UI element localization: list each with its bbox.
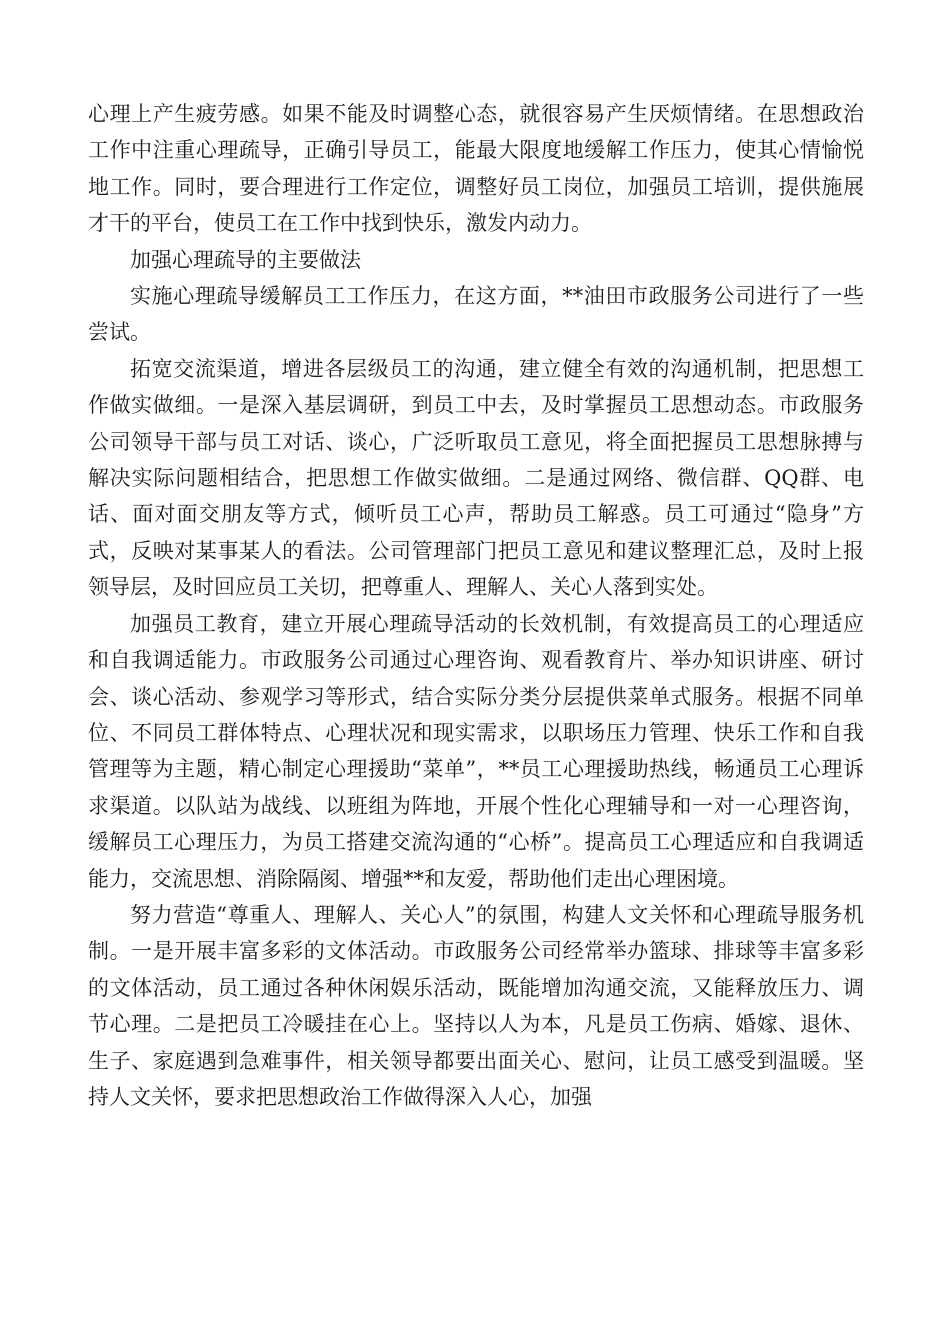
paragraph-care: 努力营造“尊重人、理解人、关心人”的氛围，构建人文关怀和心理疏导服务机制。一是开展丰富多彩的文体活动。市政服务公司经常举办篮球、排球等丰富多彩的文体活动，员工通过各种休闲娱乐活动，既能增加沟通交流，又能释放压力、调节心理。二是把员工冷暖挂在心上。坚持以人为本，凡是员工伤病、婚嫁、退休、生子、家庭遇到急难事件，相关领导都要出面关心、慰问，让员工感受到温暖。坚持人文关怀，要求把思想政治工作做得深入人心，加强	[88, 902, 864, 1109]
paragraph-intro: 实施心理疏导缓解员工工作压力，在这方面，**油田市政服务公司进行了一些尝试。	[88, 284, 864, 345]
section-heading: 加强心理疏导的主要做法	[130, 247, 361, 272]
paragraph-education: 加强员工教育，建立开展心理疏导活动的长效机制，有效提高员工的心理适应和自我调适能力。市政服务公司通过心理咨询、观看教育片、举办知识讲座、研讨会、谈心活动、参观学习等形式，结合实际分类分层提供菜单式服务。根据不同单位、不同员工群体特点、心理状况和现实需求，以职场压力管理、快乐工作和自我管理等为主题，精心制定心理援助“菜单”，**员工心理援助热线，畅通员工心理诉求渠道。以队站为战线、以班组为阵地，开展个性化心理辅导和一对一心理咨询，缓解员工心理压力，为员工搭建交流沟通的“心桥”。提高员工心理适应和自我调适能力，交流思想、消除隔阂、增强**和友爱，帮助他们走出心理困境。	[88, 611, 864, 891]
paragraph-continuation: 心理上产生疲劳感。如果不能及时调整心态，就很容易产生厌烦情绪。在思想政治工作中注重心理疏导，正确引导员工，能最大限度地缓解工作压力，使其心情愉悦地工作。同时，要合理进行工作定位，调整好员工岗位，加强员工培训，提供施展才干的平台，使员工在工作中找到快乐，激发内动力。	[88, 102, 864, 236]
document-page	[88, 96, 864, 1115]
paragraph-communication: 拓宽交流渠道，增进各层级员工的沟通，建立健全有效的沟通机制，把思想工作做实做细。一是深入基层调研，到员工中去，及时掌握员工思想动态。市政服务公司领导干部与员工对话、谈心，广泛听取员工意见，将全面把握员工思想脉搏与解决实际问题相结合，把思想工作做实做细。二是通过网络、微信群、QQ群、电话、面对面交朋友等方式，倾听员工心声，帮助员工解惑。员工可通过“隐身”方式，反映对某事某人的看法。公司管理部门把员工意见和建议整理汇总，及时上报领导层，及时回应员工关切，把尊重人、理解人、关心人落到实处。	[88, 356, 864, 600]
